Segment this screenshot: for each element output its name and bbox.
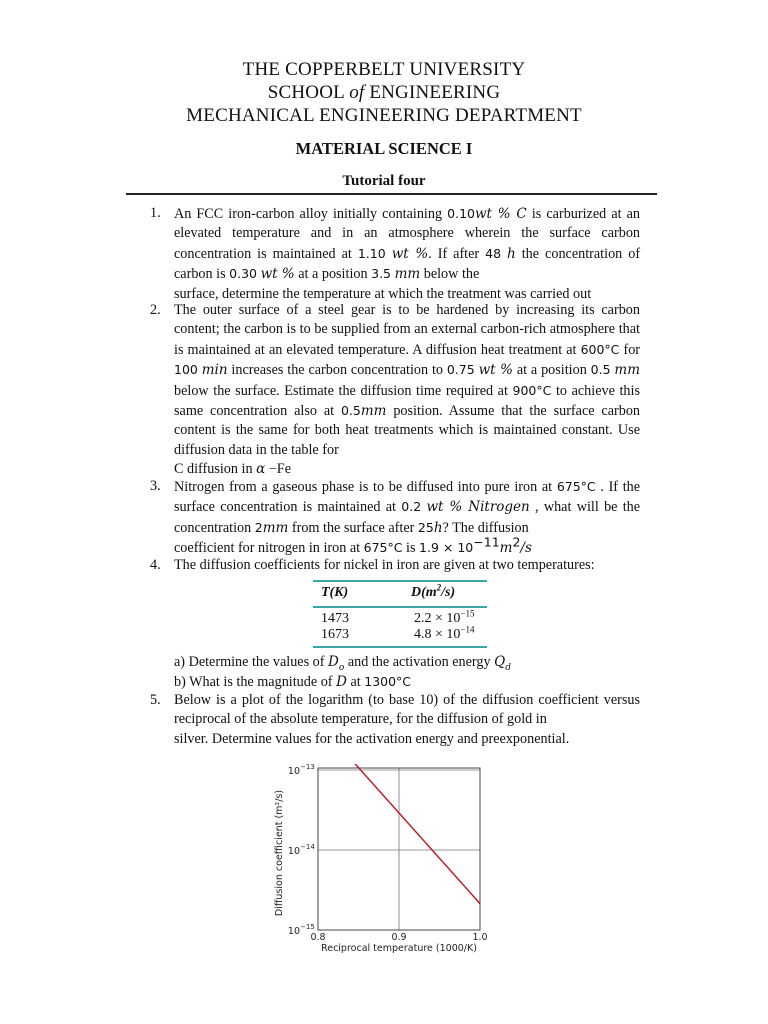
question-4: 4. The diffusion coefficients for nickel in iron are given at two temperatures: bbox=[174, 556, 640, 575]
header-divider bbox=[126, 193, 657, 195]
y-axis-label: Diffusion coefficient (m²/s) bbox=[274, 789, 285, 917]
table-header-rule bbox=[313, 606, 487, 608]
x-tick-label: 0.8 bbox=[310, 932, 326, 943]
series-line-gold-in-silver bbox=[346, 764, 480, 904]
question-5: 5. Below is a plot of the logarithm (to base 10) of the diffusion coefficient versus reciprocal of the absolute temperature, for the diffusion of gold in silver. Determine values for the activation energy and preexponential. bbox=[150, 692, 640, 747]
x-tick-label: 0.9 bbox=[391, 932, 407, 943]
y-tick-exponent: −15 bbox=[300, 923, 315, 931]
table-row-2-diffusion: $4.8 \times 10^{-14}$ bbox=[414, 624, 475, 642]
table-row-1-diffusion: $2.2 \times 10^{-15}$ bbox=[414, 608, 475, 626]
y-tick-label: 10 bbox=[287, 846, 300, 857]
diffusion-arrhenius-chart bbox=[272, 764, 512, 964]
question-2: 2. The outer surface of a steel gear is to be hardened by increasing its carbon content; the carbon is to be supplied from an external carbon-rich atmosphere that is maintained at an elevated temperature. A diffusion heat treatment at 600°C for 100 min increases the carbon concentration to 0.75 wt % at a position 0.5 mm below the surface. Estimate the diffusion time required at 900°C to achieve this same concentration also at 0.5mm position. Assume that the surface carbon content is the same for both heat treatments which is maintained constant. Use diffusion data in the table for C diffusion in α −Fe bbox=[150, 302, 641, 478]
question-number: 1. bbox=[150, 205, 161, 221]
question-number: 3. bbox=[150, 478, 161, 494]
table-row-2-temperature: 1673 bbox=[321, 627, 349, 642]
question-3: 3. Nitrogen from a gaseous phase is to be diffused into pure iron at 675°C . If the surface concentration is maintained at 0.2 wt % Nitrogen , what will be the concentration 2mm from the surface after 25h? The diffusion coefficient for nitrogen in iron at 675°C is $1.9 \times 10^{-11}m^2/s$ bbox=[150, 478, 641, 557]
question-4a: a) Determine the values of $D_o$ and the activation energy $Q_d$ bbox=[174, 654, 511, 673]
table-row-1-temperature: 1473 bbox=[321, 611, 349, 626]
table-header-diffusion: $D(m^2/s)$ bbox=[411, 582, 456, 600]
question-4b: b) What is the magnitude of D at 1300°C bbox=[174, 674, 412, 690]
y-tick-label: 10 bbox=[287, 926, 300, 937]
y-tick-exponent: −13 bbox=[300, 764, 315, 771]
department-name: MECHANICAL ENGINEERING DEPARTMENT bbox=[186, 105, 582, 126]
x-axis-label: Reciprocal temperature (1000/K) bbox=[321, 943, 477, 954]
school-name: SCHOOL of ENGINEERING bbox=[267, 82, 501, 103]
university-name: THE COPPERBELT UNIVERSITY bbox=[242, 59, 526, 80]
course-title: MATERIAL SCIENCE I bbox=[295, 139, 473, 158]
y-tick-exponent: −14 bbox=[300, 843, 315, 851]
table-header-temperature: T(K) bbox=[321, 585, 349, 600]
question-1: 1. An FCC iron-carbon alloy initially containing 0.10wt % C is carburized at an elevated temperature and in an atmosphere wherein the surface carbon concentration is maintained at 1.10 wt %. If after 48 h the concentration of carbon is 0.30 wt % at a position 3.5 mm below the surface, determine the temperature at which the treatment was carried out bbox=[150, 205, 641, 302]
table-top-rule bbox=[313, 580, 487, 582]
question-number: 2. bbox=[150, 302, 161, 318]
tutorial-title: Tutorial four bbox=[342, 173, 426, 189]
question-number: 5. bbox=[150, 692, 161, 708]
table-bottom-rule bbox=[313, 646, 487, 648]
x-tick-label: 1.0 bbox=[472, 932, 488, 943]
y-tick-label: 10 bbox=[287, 766, 300, 777]
document-header bbox=[0, 58, 768, 127]
question-number: 4. bbox=[150, 557, 161, 573]
